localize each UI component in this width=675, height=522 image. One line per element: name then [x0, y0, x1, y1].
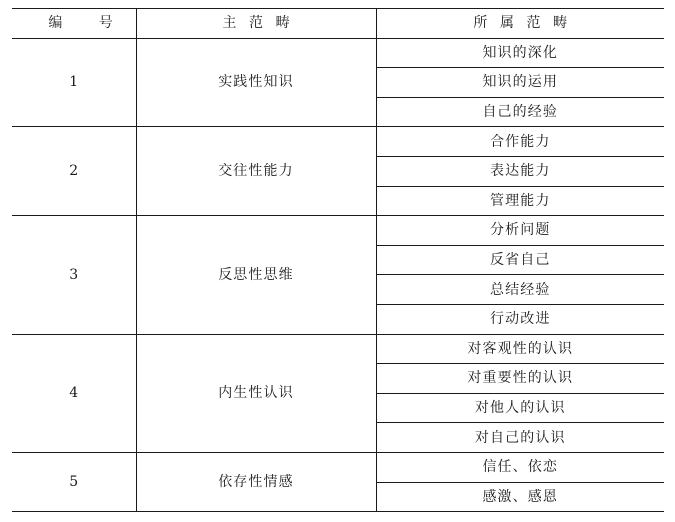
main-category: 内生性认识 — [136, 334, 376, 452]
table-row — [12, 334, 664, 364]
sub-category: 知识的深化 — [376, 38, 664, 68]
sub-category: 管理能力 — [376, 186, 664, 216]
sub-category: 对客观性的认识 — [376, 334, 664, 364]
sub-category: 表达能力 — [376, 156, 664, 186]
sub-category: 对他人的认识 — [376, 393, 664, 423]
table-row — [12, 216, 664, 246]
group-number: 2 — [12, 127, 136, 216]
table-row — [12, 452, 664, 482]
group-number: 3 — [12, 216, 136, 334]
sub-category: 总结经验 — [376, 275, 664, 305]
table-row — [12, 38, 664, 68]
category-table — [12, 8, 664, 512]
group-number: 4 — [12, 334, 136, 452]
sub-category: 自己的经验 — [376, 97, 664, 127]
sub-category: 对自己的认识 — [376, 423, 664, 453]
sub-category: 行动改进 — [376, 304, 664, 334]
header-main-category: 主范畴 — [136, 9, 376, 39]
main-category: 依存性情感 — [136, 452, 376, 511]
sub-category: 知识的运用 — [376, 68, 664, 98]
group-number: 5 — [12, 452, 136, 511]
sub-category: 感激、感恩 — [376, 482, 664, 512]
group-number: 1 — [12, 38, 136, 127]
table-row — [12, 127, 664, 157]
main-category: 反思性思维 — [136, 216, 376, 334]
sub-category: 对重要性的认识 — [376, 364, 664, 394]
main-category: 交往性能力 — [136, 127, 376, 216]
sub-category: 信任、依恋 — [376, 452, 664, 482]
sub-category: 反省自己 — [376, 245, 664, 275]
sub-category: 分析问题 — [376, 216, 664, 246]
header-number: 编号 — [12, 9, 136, 39]
main-category: 实践性知识 — [136, 38, 376, 127]
header-row — [12, 9, 664, 39]
header-sub-category: 所属范畴 — [376, 9, 664, 39]
sub-category: 合作能力 — [376, 127, 664, 157]
